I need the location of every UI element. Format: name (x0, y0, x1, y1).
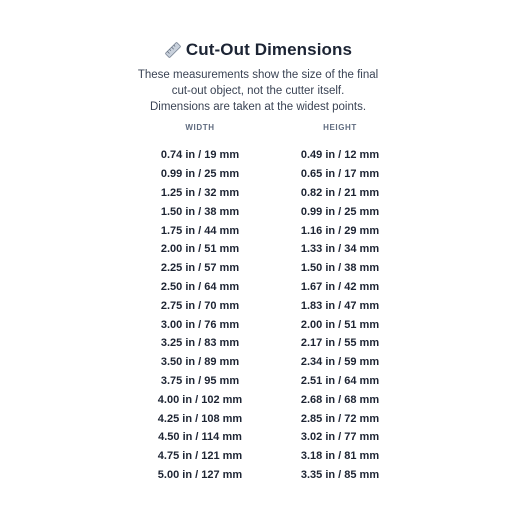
width-cell: 3.75 in / 95 mm (160, 374, 240, 387)
header (0, 38, 516, 115)
table-row (140, 278, 400, 297)
table-row (140, 390, 400, 409)
table-row (140, 259, 400, 278)
height-cell: 1.83 in / 47 mm (300, 299, 380, 312)
width-cell: 2.75 in / 70 mm (160, 299, 240, 312)
ruler-icon (164, 41, 182, 59)
height-cell: 2.85 in / 72 mm (300, 412, 380, 425)
table-row (140, 146, 400, 165)
width-cell: 0.99 in / 25 mm (160, 168, 240, 181)
height-cell: 3.35 in / 85 mm (300, 468, 380, 481)
width-cell: 1.25 in / 32 mm (160, 186, 240, 199)
table-row (140, 240, 400, 259)
table-row (140, 372, 400, 391)
width-cell: 2.25 in / 57 mm (160, 262, 240, 275)
height-cell: 1.33 in / 34 mm (300, 243, 380, 256)
table-row (140, 296, 400, 315)
table-row (140, 447, 400, 466)
column-header-width: WIDTH (185, 123, 215, 132)
height-cell: 0.99 in / 25 mm (300, 205, 380, 218)
height-cell: 1.16 in / 29 mm (300, 224, 380, 237)
height-cell: 2.34 in / 59 mm (300, 356, 380, 369)
height-cell: 1.67 in / 42 mm (300, 280, 380, 293)
width-cell: 5.00 in / 127 mm (157, 468, 243, 481)
subtitle-line: cut-out object, not the cutter itself. (171, 85, 345, 97)
dimensions-table (140, 120, 400, 484)
width-cell: 4.50 in / 114 mm (158, 431, 242, 444)
table-row (140, 165, 400, 184)
page-title: Cut-Out Dimensions (185, 40, 353, 59)
table-row (140, 409, 400, 428)
height-cell: 3.02 in / 77 mm (300, 431, 380, 444)
width-cell: 1.75 in / 44 mm (160, 224, 240, 237)
table-row (140, 428, 400, 447)
width-cell: 4.25 in / 108 mm (157, 412, 243, 425)
height-cell: 2.51 in / 64 mm (300, 374, 380, 387)
subtitle-line: These measurements show the size of the final (137, 69, 379, 81)
width-cell: 4.75 in / 121 mm (157, 450, 243, 463)
table-body (140, 146, 400, 484)
subtitle-line: Dimensions are taken at the widest points. (149, 101, 367, 113)
table-row (140, 221, 400, 240)
table-row (140, 184, 400, 203)
height-cell: 2.17 in / 55 mm (300, 337, 380, 350)
width-cell: 2.00 in / 51 mm (160, 243, 240, 256)
table-row (140, 353, 400, 372)
table-header (140, 120, 400, 136)
width-cell: 1.50 in / 38 mm (160, 205, 240, 218)
title-row (0, 38, 516, 62)
table-row (140, 334, 400, 353)
height-cell: 0.82 in / 21 mm (300, 186, 380, 199)
height-cell: 0.65 in / 17 mm (300, 168, 380, 181)
width-cell: 4.00 in / 102 mm (157, 393, 243, 406)
width-cell: 3.50 in / 89 mm (160, 356, 240, 369)
height-cell: 2.68 in / 68 mm (300, 393, 380, 406)
table-row (140, 466, 400, 485)
height-cell: 0.49 in / 12 mm (300, 149, 380, 162)
table-row (140, 202, 400, 221)
height-cell: 1.50 in / 38 mm (300, 262, 380, 275)
width-cell: 0.74 in / 19 mm (160, 149, 240, 162)
column-header-height: HEIGHT (323, 123, 357, 132)
width-cell: 2.50 in / 64 mm (160, 280, 240, 293)
subtitle (0, 67, 516, 115)
height-cell: 3.18 in / 81 mm (300, 450, 380, 463)
width-cell: 3.25 in / 83 mm (160, 337, 240, 350)
height-cell: 2.00 in / 51 mm (300, 318, 380, 331)
table-row (140, 315, 400, 334)
width-cell: 3.00 in / 76 mm (160, 318, 240, 331)
